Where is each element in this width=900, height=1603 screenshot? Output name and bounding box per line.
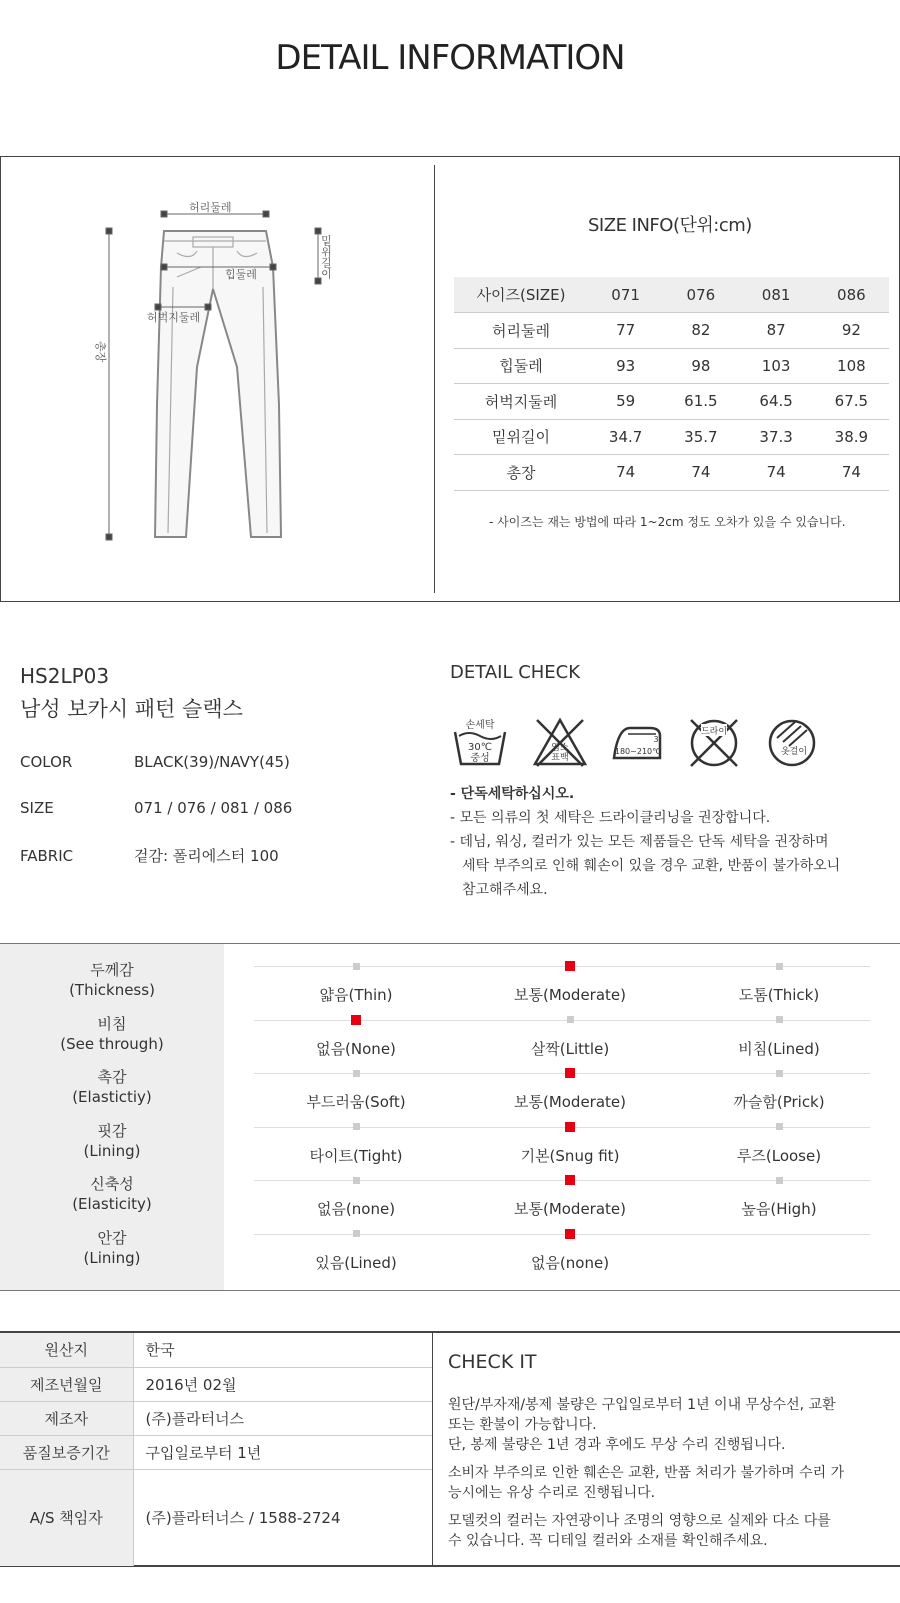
size-cell: 98 (663, 348, 738, 384)
hip-label: 힙둘레 (225, 268, 257, 281)
table-row (454, 384, 889, 420)
size-cell: 34.7 (588, 419, 663, 455)
care-note: 참고해주세요. (462, 882, 548, 898)
size-cell: 74 (814, 455, 889, 491)
size-row-label: 허벅지둘레 (454, 384, 588, 420)
spec-size (20, 799, 292, 817)
info-key: 품질보증기간 (0, 1435, 133, 1469)
material-label-ko: 촉감 (97, 1068, 127, 1086)
size-cell: 38.9 (814, 419, 889, 455)
size-cell: 103 (739, 348, 814, 384)
size-header-cell: 071 (588, 277, 663, 313)
no-tumble-dry-icon (763, 714, 821, 772)
care-text: 드라이 (700, 727, 728, 737)
info-value: 2016년 02월 (133, 1367, 432, 1401)
material-marker (776, 1177, 783, 1184)
material-label-ko: 핏감 (97, 1121, 127, 1140)
material-label (0, 1014, 224, 1054)
material-scale-line (254, 1234, 870, 1235)
material-marker-selected (565, 1229, 575, 1239)
material-label-en: (Elasticity) (72, 1195, 152, 1213)
size-cell: 74 (663, 455, 738, 491)
size-cell: 74 (588, 455, 663, 491)
size-cell: 93 (588, 348, 663, 384)
material-option: 비침(Lined) (738, 1039, 820, 1058)
spec-key: SIZE (20, 799, 54, 817)
material-option: 없음(none) (530, 1253, 610, 1272)
material-option: 까슬함(Prick) (733, 1093, 825, 1111)
material-label-ko: 신축성 (90, 1175, 134, 1193)
table-row (454, 455, 889, 491)
check-it-line: 또는 환불이 가능합니다. (448, 1417, 597, 1433)
material-option: 없음(none) (316, 1200, 396, 1218)
size-row-label: 허리둘레 (454, 313, 588, 349)
size-note: - 사이즈는 재는 방법에 따라 1~2cm 정도 오차가 있을 수 있습니다. (489, 515, 846, 529)
material-option: 루즈(Loose) (736, 1146, 822, 1165)
material-marker (353, 1123, 360, 1130)
size-cell: 108 (814, 348, 889, 384)
no-bleach-icon (531, 714, 589, 772)
iron-icon (608, 714, 666, 772)
material-option: 없음(None) (316, 1039, 396, 1058)
care-note: - 단독세탁하십시오. (450, 786, 575, 802)
pants-outline (155, 231, 281, 537)
size-cell: 59 (588, 384, 663, 420)
section-divider (434, 165, 435, 593)
material-option: 도톰(Thick) (738, 986, 820, 1004)
length-label: 총장 (94, 341, 107, 363)
material-option: 보통(Moderate) (513, 1200, 627, 1218)
material-option: 있음(Lined) (315, 1253, 397, 1272)
check-it-paragraph (448, 1511, 888, 1551)
info-table (0, 1333, 432, 1566)
table-row (0, 1333, 432, 1367)
material-label-ko: 안감 (97, 1228, 127, 1247)
material-label (0, 1174, 224, 1214)
detail-check-title: DETAIL CHECK (450, 662, 581, 683)
product-code: HS2LP03 (20, 664, 110, 688)
material-label-ko: 두께감 (90, 961, 134, 979)
care-text: 중성 (470, 753, 490, 764)
hand-wash-icon (451, 714, 509, 772)
info-key: 제조자 (0, 1401, 133, 1435)
material-marker (353, 1230, 360, 1237)
material-label (0, 1067, 224, 1107)
thigh-label: 허벅지둘레 (147, 311, 201, 324)
material-label-ko: 비침 (97, 1014, 127, 1033)
care-notes (450, 782, 890, 902)
check-it-line: 단, 봉제 불량은 1년 경과 후에도 무상 수리 진행됩니다. (448, 1437, 786, 1453)
material-section (0, 943, 900, 1291)
material-marker (776, 1070, 783, 1077)
size-cell: 87 (739, 313, 814, 349)
material-marker-selected (565, 1122, 575, 1132)
pants-diagram (1, 157, 431, 597)
table-row (0, 1401, 432, 1435)
material-label-en: (Lining) (83, 1248, 141, 1267)
spec-key: COLOR (20, 753, 73, 771)
table-row (454, 348, 889, 384)
table-row (0, 1435, 432, 1469)
care-note: - 데님, 워싱, 컬러가 있는 모든 제품들은 단독 세탁을 권장하며 (450, 834, 829, 850)
material-option: 살짝(Little) (530, 1039, 610, 1058)
care-text: 염소 (551, 743, 569, 753)
size-cell: 37.3 (739, 419, 814, 455)
material-marker-selected (351, 1015, 361, 1025)
material-label-en: (Elastictiy) (72, 1088, 152, 1106)
waist-label: 허리둘레 (189, 201, 232, 214)
material-marker-selected (565, 1068, 575, 1078)
material-option: 보통(Moderate) (513, 986, 627, 1004)
no-dry-clean-icon (685, 714, 743, 772)
info-key: A/S 책임자 (0, 1469, 133, 1566)
info-value: (주)플라터너스 (133, 1401, 432, 1435)
material-option: 높음(High) (741, 1200, 817, 1218)
material-marker (776, 1016, 783, 1023)
material-option: 기본(Snug fit) (520, 1146, 620, 1165)
table-row (454, 419, 889, 455)
material-marker (567, 1016, 574, 1023)
size-header-cell: 076 (663, 277, 738, 313)
size-cell: 77 (588, 313, 663, 349)
material-marker (353, 1177, 360, 1184)
info-value: 한국 (133, 1333, 432, 1367)
check-it-title: CHECK IT (448, 1351, 537, 1373)
size-section (0, 156, 900, 602)
table-row (454, 313, 889, 349)
size-header-cell: 086 (814, 277, 889, 313)
check-it-line: 수 있습니다. 꼭 디테일 컬러와 소재를 확인해주세요. (448, 1533, 768, 1549)
check-it-body (448, 1395, 888, 1559)
spec-key: FABRIC (20, 847, 74, 865)
size-cell: 82 (663, 313, 738, 349)
spec-fabric (20, 845, 279, 866)
size-header-cell: 사이즈(SIZE) (454, 277, 588, 313)
material-marker-selected (565, 961, 575, 971)
material-option: 보통(Moderate) (513, 1093, 627, 1111)
info-key: 제조년월일 (0, 1367, 133, 1401)
material-marker (353, 1070, 360, 1077)
check-it-line: 원단/부자재/봉제 불량은 구입일로부터 1년 이내 무상수선, 교환 (448, 1397, 836, 1413)
care-text: 표백 (551, 753, 569, 763)
size-cell: 61.5 (663, 384, 738, 420)
check-it-line: 소비자 부주의로 인한 훼손은 교환, 반품 처리가 불가하며 수리 가 (448, 1465, 845, 1481)
size-cell: 64.5 (739, 384, 814, 420)
care-text: 180~210℃ (614, 747, 662, 756)
material-marker (353, 963, 360, 970)
care-text: 3 (653, 735, 659, 744)
care-text: 옷걸이 (780, 747, 808, 757)
section-divider (432, 1333, 433, 1565)
material-marker (776, 963, 783, 970)
material-option: 타이트(Tight) (309, 1146, 403, 1165)
check-it-paragraph (448, 1463, 888, 1503)
material-option: 부드러움(Soft) (306, 1093, 406, 1111)
size-table-header (454, 277, 889, 313)
material-marker (776, 1123, 783, 1130)
material-option: 얇음(Thin) (319, 986, 393, 1004)
info-value: 구입일로부터 1년 (133, 1435, 432, 1469)
size-row-label: 밑위길이 (454, 419, 588, 455)
material-label (0, 1121, 224, 1161)
spec-value: 겉감: 폴리에스터 100 (134, 847, 279, 865)
size-row-label: 총장 (454, 455, 588, 491)
material-label-en: (See through) (60, 1034, 164, 1053)
material-label-en: (Thickness) (69, 981, 155, 999)
size-cell: 35.7 (663, 419, 738, 455)
material-label-en: (Lining) (83, 1141, 141, 1160)
size-cell: 74 (739, 455, 814, 491)
table-row (0, 1367, 432, 1401)
check-it-line: 모델컷의 컬러는 자연광이나 조명의 영향으로 실제와 다소 다를 (448, 1513, 831, 1529)
material-label (0, 960, 224, 1000)
care-note: 세탁 부주의로 인해 훼손이 있을 경우 교환, 반품이 불가하오니 (462, 858, 841, 874)
spec-value: BLACK(39)/NAVY(45) (134, 753, 290, 771)
size-header-cell: 081 (739, 277, 814, 313)
rise-label: 밑위길이 (319, 235, 333, 279)
spec-value: 071 / 076 / 081 / 086 (134, 799, 293, 817)
info-key: 원산지 (0, 1333, 133, 1367)
notice-section (0, 1331, 900, 1567)
care-note: - 모든 의류의 첫 세탁은 드라이클리닝을 권장합니다. (450, 810, 771, 826)
check-it-paragraph (448, 1395, 888, 1455)
material-label (0, 1228, 224, 1268)
size-table (454, 277, 889, 491)
size-cell: 67.5 (814, 384, 889, 420)
page-title: DETAIL INFORMATION (275, 38, 625, 78)
info-value: (주)플라터너스 / 1588-2724 (145, 1509, 341, 1528)
size-info-title: SIZE INFO(단위:cm) (588, 215, 752, 236)
product-name: 남성 보카시 패턴 슬랙스 (20, 697, 243, 721)
check-it-line: 능시에는 유상 수리로 진행됩니다. (448, 1485, 656, 1501)
size-cell: 92 (814, 313, 889, 349)
material-marker-selected (565, 1175, 575, 1185)
table-row (0, 1469, 432, 1566)
spec-color (20, 753, 290, 771)
care-text: 30℃ (468, 742, 492, 753)
size-row-label: 힙둘레 (454, 348, 588, 384)
care-text: 손세탁 (465, 720, 495, 731)
